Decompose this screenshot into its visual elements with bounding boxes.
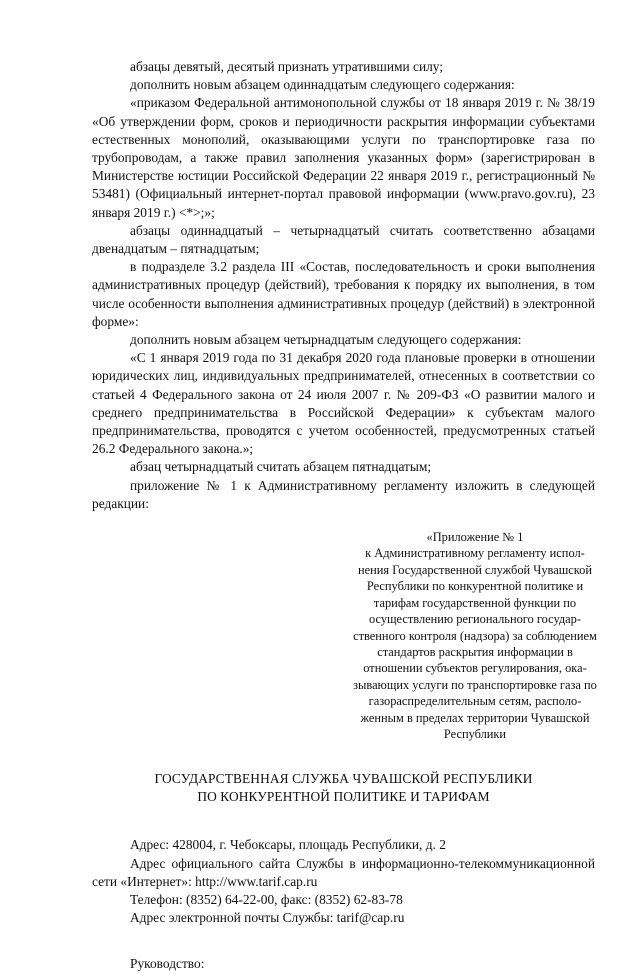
paragraph-2: дополнить новым абзацем одиннадцатым следующего содержания: [130, 77, 515, 93]
spacer [92, 927, 595, 955]
contact-email: Адрес электронной почты Службы: tarif@cap.ru [130, 910, 405, 926]
document-page [92, 58, 595, 974]
contact-address: Адрес: 428004, г. Чебоксары, площадь Республики, д. 2 [130, 837, 446, 853]
paragraph-1: абзацы девятый, десятый признать утратившими силу; [130, 59, 444, 74]
organization-name [92, 770, 595, 806]
appendix-text: к Административному регламенту исполнения Государственной службой Чувашской Республики по конкурентной политике и тарифам государственной функции по осуществлению регионального государственного контроля (надзора) за соблюдением стандартов раскрытия информации в отношении субъектов регулирования, оказывающих услуги по транспортировке газа по газораспределительным сетям, расположенным в пределах территории Чувашской Республики [353, 546, 597, 741]
management-heading: Руководство: [130, 956, 205, 972]
contact-website: Адрес официального сайта Службы в информационно-телекоммуникационной сети «Интернет»: http://www.tarif.cap.ru [92, 855, 595, 889]
paragraph-7: «С 1 января 2019 года по 31 декабря 2020 года плановые проверки в отношении юридических лиц, индивидуальных предпринимателей, отнесенных в соответствии со статьей 4 Федерального закона от 24 июля 2007 г. № 209-ФЗ «О развитии малого и среднего предпринимательства в Российской Федерации» к субъектам малого предпринимательства, проводятся с учетом особенностей, предусмотренных статьей 26.2 Федерального закона.»; [92, 350, 595, 457]
paragraph-4: абзацы одиннадцатый – четырнадцатый считать соответственно абзацами двенадцатым – пятнадцатым; [92, 222, 595, 257]
paragraph-5: в подразделе 3.2 раздела III «Состав, последовательность и сроки выполнения административных процедур (действий), требования к порядку их выполнения, в том числе особенности выполнения административных процедур (действий) в электронной форме»: [92, 259, 595, 329]
organization-name-line-2: ПО КОНКУРЕНТНОЙ ПОЛИТИКЕ И ТАРИФАМ [197, 789, 490, 805]
organization-name-line-1: ГОСУДАРСТВЕННАЯ СЛУЖБА ЧУВАШСКОЙ РЕСПУБЛИКИ [154, 771, 533, 787]
contacts-block [92, 836, 595, 973]
appendix-header [352, 529, 598, 742]
contact-phone: Телефон: (8352) 64-22-00, факс: (8352) 62-83-78 [130, 891, 403, 907]
appendix-title: «Приложение № 1 [426, 530, 524, 545]
paragraph-8: абзац четырнадцатый считать абзацем пятнадцатым; [130, 459, 432, 475]
paragraph-3: «приказом Федеральной антимонопольной службы от 18 января 2019 г. № 38/19 «Об утверждении форм, сроков и периодичности раскрытия информации субъектами естественных монополий, оказывающими услуги по транспортировке газа по трубопроводам, а также правил заполнения указанных форм» (зарегистрирован в Министерстве юстиции Российской Федерации 22 января 2019 г., регистрационный № 53481) (Официальный интернет-портал правовой информации (www.pravo.gov.ru), 23 января 2019 г.) <*>;»; [92, 95, 595, 220]
paragraph-9: приложение № 1 к Административному регламенту изложить в следующей редакции: [92, 477, 595, 511]
paragraph-6: дополнить новым абзацем четырнадцатым следующего содержания: [130, 332, 522, 348]
